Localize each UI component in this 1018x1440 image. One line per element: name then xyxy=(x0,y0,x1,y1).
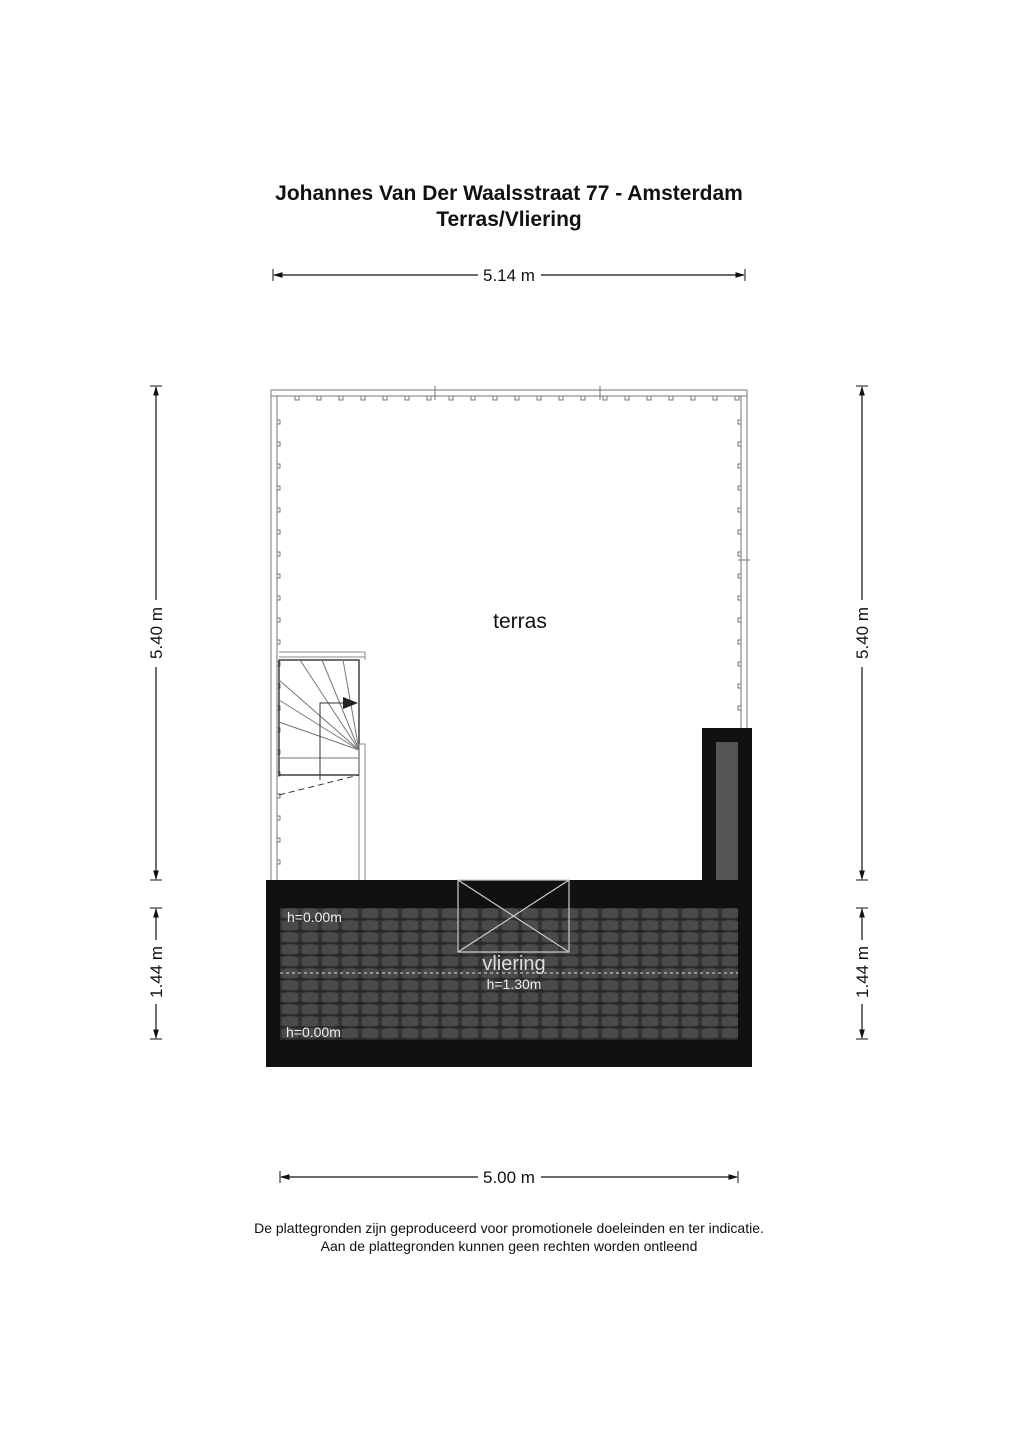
railing-post xyxy=(738,640,741,644)
dimension-left-lower-label: 1.44 m xyxy=(147,946,166,998)
railing-post xyxy=(738,574,741,578)
dimension-bottom-width xyxy=(280,1168,738,1187)
railing-post xyxy=(537,396,541,400)
height-label-middle: h=1.30m xyxy=(486,976,542,992)
railing-post xyxy=(735,396,739,400)
page-title: Johannes Van Der Waalsstraat 77 - Amsterdam xyxy=(275,182,743,205)
railing-post xyxy=(471,396,475,400)
railing-post xyxy=(383,396,387,400)
floor-subtitle: Terras/Vliering xyxy=(436,208,582,231)
dimension-right-lower xyxy=(853,908,872,1039)
railing-post xyxy=(738,706,741,710)
railing-post xyxy=(738,596,741,600)
railing-post xyxy=(515,396,519,400)
railing-post xyxy=(738,530,741,534)
height-label-bottom: h=0.00m xyxy=(286,1024,341,1040)
dimension-top-width-label: 5.14 m xyxy=(483,266,535,285)
staircase xyxy=(279,652,365,880)
railing-post xyxy=(317,396,321,400)
room-label-terras: terras xyxy=(493,610,547,633)
disclaimer-line-2: Aan de plattegronden kunnen geen rechten worden ontleend xyxy=(320,1238,698,1254)
railing-post xyxy=(339,396,343,400)
railing-post xyxy=(625,396,629,400)
railing-post xyxy=(277,838,280,842)
dimension-left-lower xyxy=(147,908,166,1039)
railing-post xyxy=(277,486,280,490)
dimension-bottom-width-label: 5.00 m xyxy=(483,1168,535,1187)
disclaimer-line-1: De plattegronden zijn geproduceerd voor promotionele doeleinden en ter indicatie. xyxy=(254,1220,764,1236)
dimension-top-width xyxy=(273,266,745,285)
railing-post xyxy=(449,396,453,400)
railing-post xyxy=(647,396,651,400)
dimension-left-upper-label: 5.40 m xyxy=(147,607,166,659)
railing-post xyxy=(277,640,280,644)
railing-post xyxy=(277,860,280,864)
chimney xyxy=(702,728,752,883)
railing-post xyxy=(277,442,280,446)
railing-post xyxy=(277,596,280,600)
railing-post xyxy=(713,396,717,400)
railing-post xyxy=(669,396,673,400)
dimension-right-upper-label: 5.40 m xyxy=(853,607,872,659)
railing-post xyxy=(559,396,563,400)
height-label-top: h=0.00m xyxy=(287,909,342,925)
room-label-vliering: vliering xyxy=(482,953,546,975)
dimension-right-upper xyxy=(853,386,872,880)
railing-post xyxy=(427,396,431,400)
railing-post xyxy=(405,396,409,400)
dimension-right-lower-label: 1.44 m xyxy=(853,946,872,998)
railing-post xyxy=(691,396,695,400)
railing-post xyxy=(581,396,585,400)
railing-post xyxy=(277,420,280,424)
railing-post xyxy=(361,396,365,400)
railing-post xyxy=(738,618,741,622)
railing-post xyxy=(277,574,280,578)
railing-post xyxy=(277,508,280,512)
railing-post xyxy=(277,816,280,820)
railing-post xyxy=(738,442,741,446)
railing-post xyxy=(738,508,741,512)
railing-post xyxy=(738,684,741,688)
railing-post xyxy=(738,662,741,666)
railing-post xyxy=(277,552,280,556)
railing-post xyxy=(277,618,280,622)
dimension-left-upper xyxy=(147,386,166,880)
railing-post xyxy=(493,396,497,400)
railing-post xyxy=(738,420,741,424)
railing-post xyxy=(277,530,280,534)
terrace-railing xyxy=(271,386,750,880)
railing-post xyxy=(603,396,607,400)
railing-post xyxy=(738,464,741,468)
railing-post xyxy=(295,396,299,400)
railing-post xyxy=(738,552,741,556)
railing-post xyxy=(738,486,741,490)
railing-post xyxy=(277,464,280,468)
